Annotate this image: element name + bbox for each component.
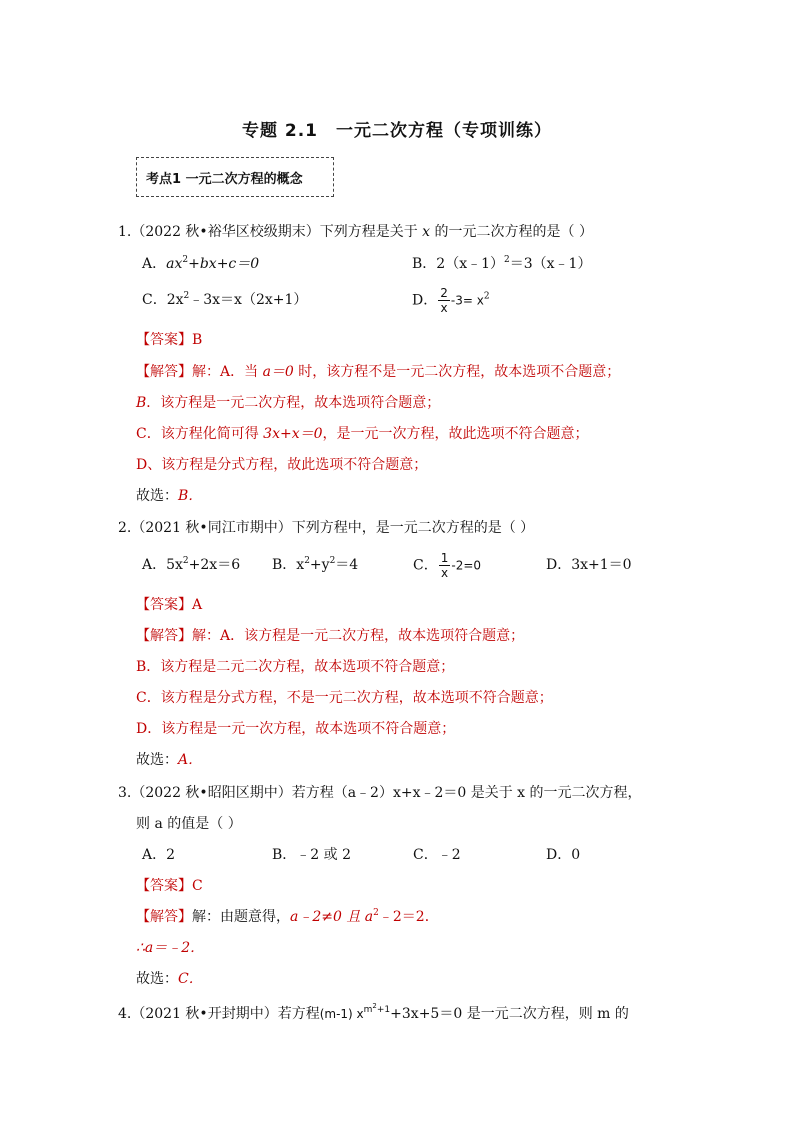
q3-option-d: D．0 (546, 847, 581, 863)
q1-explain-4: D、该方程是分式方程，故此选项不符合题意； (136, 457, 428, 473)
q3-explain-2: ∴a＝﹣2． (136, 940, 205, 956)
kaodian-box (136, 157, 334, 197)
q2-explain-3: C．该方程是分式方程，不是一元二次方程，故本选项不符合题意； (136, 690, 553, 706)
q1-final: 故选：B． (136, 488, 203, 504)
q2-option-d: D．3x+1＝0 (546, 557, 632, 573)
kaodian-label: 考点1 一元二次方程的概念 (146, 171, 303, 187)
q2-explain-2: B．该方程是二元二次方程，故本选项不符合题意； (136, 659, 455, 675)
q2-answer: 【答案】A (136, 597, 203, 613)
q2-option-b: B．$x^2+y^2=4$ (272, 556, 359, 573)
q4-stem: 4.（2021 秋•开封期中）若方程(m-1) $x^{m^2+1}+3x+5=0$ 是一元二次方程，则 m 的 (118, 1002, 629, 1022)
q1-option-d: D． $\frac{2}{x}$ $-3= x^2$ (412, 286, 490, 315)
q3-option-a: A．2 (142, 847, 176, 863)
q2-stem: 2.（2021 秋•同江市期中）下列方程中，是一元二次方程的是（ ） (118, 520, 535, 536)
q3-answer: 【答案】C (136, 878, 203, 894)
page-title (0, 116, 794, 141)
fraction: $\frac{2}{x}$ (440, 286, 448, 315)
q3-option-c: C．﹣2 (413, 847, 461, 863)
q1-option-c: C．$2x^2﹣3x=x(2x+1)$ (142, 291, 308, 308)
q3-explain-1: 【解答】解：由题意得，a﹣2≠0 且 $a^2﹣2=2$． (136, 908, 439, 925)
q2-final: 故选：A． (136, 752, 203, 768)
q3-option-b: B．﹣2 或 2 (272, 847, 352, 863)
q1-explain-1: 【解答】解：A．当 a＝0 时，该方程不是一元二次方程，故本选项不合题意； (136, 364, 621, 380)
q1-explain-3: C．该方程化简可得 3x+x＝0，是一元一次方程，故此选项不符合题意； (136, 426, 589, 442)
q2-explain-1: 【解答】解：A．该方程是一元二次方程，故本选项符合题意； (136, 628, 525, 644)
q1-stem: 1.（2022 秋•裕华区校级期末）下列方程是关于 x 的一元二次方程的是（ ） (118, 224, 593, 240)
title-text: 一元二次方程（专项训练） (336, 121, 553, 141)
q2-option-c: C． $\frac{1}{x}$ -2=0 (413, 551, 482, 580)
q1-option-a: A．$ax^2+bx+c=0$ (142, 255, 260, 272)
q1-explain-2: B．该方程是一元二次方程，故本选项符合题意； (136, 395, 441, 411)
q2-option-a: A．$5x^2+2x=6$ (142, 556, 241, 573)
q1-answer: 【答案】B (136, 332, 203, 348)
title-number: 专题 2.1 (241, 121, 319, 141)
q3-final: 故选：C． (136, 971, 203, 987)
q2-explain-4: D．该方程是一元一次方程，故本选项不符合题意； (136, 721, 456, 737)
q1-option-b: B．2（x﹣1）$^2$＝3（x﹣1） (412, 255, 592, 272)
q3-stem-2: 则 a 的值是（ ） (136, 816, 242, 832)
fraction: $\frac{1}{x}$ (440, 551, 449, 580)
q3-stem-1: 3.（2022 秋•昭阳区期中）若方程（a﹣2）x+x﹣2＝0 是关于 x 的一元二次方程， (118, 785, 642, 801)
